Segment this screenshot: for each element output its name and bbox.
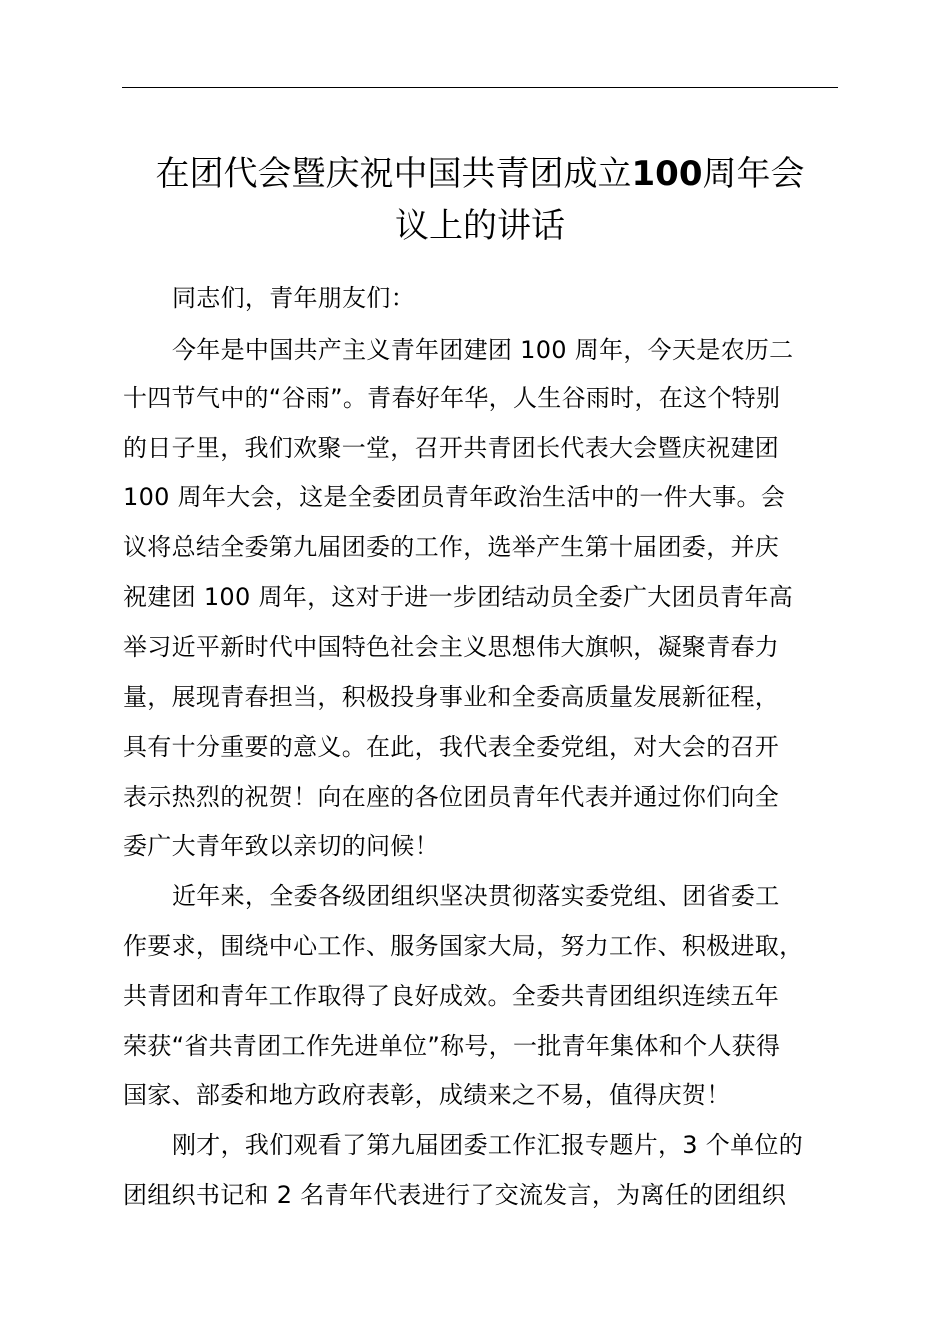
document-title [110, 148, 850, 252]
paragraph-line: 荣获“省共青团工作先进单位”称号，一批青年集体和个人获得 [123, 1032, 781, 1060]
title-line-1: 在团代会暨庆祝中国共青团成立100周年会 [155, 154, 805, 194]
paragraph-line: 团组织书记和 2 名青年代表进行了交流发言，为离任的团组织 [123, 1181, 787, 1209]
paragraph-line: 委广大青年致以亲切的问候！ [123, 832, 439, 860]
paragraph-line: 刚才，我们观看了第九届团委工作汇报专题片，3 个单位的 [172, 1131, 803, 1159]
paragraph-line: 举习近平新时代中国特色社会主义思想伟大旗帜，凝聚青春力 [123, 633, 780, 661]
title-number: 100 [631, 154, 703, 194]
paragraph-line: 十四节气中的“谷雨”。青春好年华，人生谷雨时，在这个特别 [123, 384, 781, 412]
paragraph-line: 具有十分重要的意义。在此，我代表全委党组，对大会的召开 [123, 733, 780, 761]
salutation: 同志们，青年朋友们： [172, 284, 415, 312]
paragraph-line: 共青团和青年工作取得了良好成效。全委共青团组织连续五年 [123, 982, 780, 1010]
paragraph-line: 的日子里，我们欢聚一堂，召开共青团长代表大会暨庆祝建团 [123, 434, 780, 462]
title-line-2: 议上的讲话 [395, 206, 565, 246]
header-rule [122, 87, 838, 88]
paragraph-line: 量，展现青春担当，积极投身事业和全委高质量发展新征程， [123, 683, 780, 711]
paragraph-line: 近年来，全委各级团组织坚决贯彻落实委党组、团省委工 [172, 882, 780, 910]
paragraph-line: 100 周年大会，这是全委团员青年政治生活中的一件大事。会 [123, 483, 786, 511]
paragraph-line: 今年是中国共产主义青年团建团 100 周年，今天是农历二 [172, 336, 794, 364]
paragraph-line: 作要求，围绕中心工作、服务国家大局，努力工作、积极进取， [123, 932, 804, 960]
paragraph-line: 议将总结全委第九届团委的工作，选举产生第十届团委，并庆 [123, 533, 780, 561]
paragraph-line: 国家、部委和地方政府表彰，成绩来之不易，值得庆贺！ [123, 1081, 731, 1109]
paragraph-line: 祝建团 100 周年，这对于进一步团结动员全委广大团员青年高 [123, 583, 794, 611]
paragraph-line: 表示热烈的祝贺！向在座的各位团员青年代表并通过你们向全 [123, 783, 780, 811]
